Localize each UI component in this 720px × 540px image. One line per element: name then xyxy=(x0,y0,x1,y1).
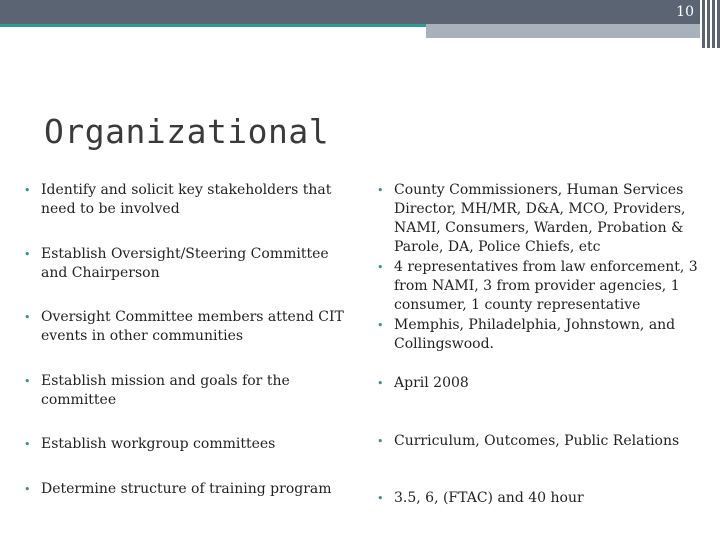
left-bullet-1 xyxy=(24,181,344,219)
bullet-icon: • xyxy=(377,184,384,197)
bullet-icon: • xyxy=(24,438,31,451)
header-tab-shade xyxy=(426,24,700,38)
bullet-icon: • xyxy=(377,435,384,448)
left-bullet-2 xyxy=(24,245,344,283)
bullet-icon: • xyxy=(377,319,384,332)
bullet-text: Oversight Committee members attend CIT events in other communities xyxy=(41,309,344,344)
left-bullet-6 xyxy=(24,480,344,499)
header-bar xyxy=(0,0,700,24)
bullet-icon: • xyxy=(377,377,384,390)
bullet-icon: • xyxy=(377,261,384,274)
right-bullet-2 xyxy=(377,258,712,315)
bullet-text: 4 representatives from law enforcement, 3 from NAMI, 3 from provider agencies, 1 consumer, 1 county representative xyxy=(394,259,698,313)
bullet-icon: • xyxy=(24,184,31,197)
right-bullet-3 xyxy=(377,316,712,354)
right-bullet-6 xyxy=(377,489,712,508)
bullet-icon: • xyxy=(377,492,384,505)
bullet-text: Identify and solicit key stakeholders that need to be involved xyxy=(41,182,332,217)
left-bullet-5 xyxy=(24,435,344,454)
left-bullet-3 xyxy=(24,308,344,346)
bullet-text: Establish mission and goals for the committee xyxy=(41,373,290,408)
slide-title: Organizational xyxy=(44,112,330,151)
bullet-icon: • xyxy=(24,248,31,261)
right-bullet-1 xyxy=(377,181,712,257)
bullet-text: County Commissioners, Human Services Director, MH/MR, D&A, MCO, Providers, NAMI, Consumers, Warden, Probation & Parole, DA, Police Chiefs, etc xyxy=(394,182,686,255)
bullet-text: Establish workgroup committees xyxy=(41,436,276,452)
right-bullet-4 xyxy=(377,374,712,393)
bullet-icon: • xyxy=(24,311,31,324)
bullet-text: April 2008 xyxy=(394,375,469,391)
bullet-text: Establish Oversight/Steering Committee and Chairperson xyxy=(41,246,329,281)
corner-stripes xyxy=(702,0,720,48)
bullet-text: 3.5, 6, (FTAC) and 40 hour xyxy=(394,490,584,506)
bullet-text: Memphis, Philadelphia, Johnstown, and Collingswood. xyxy=(394,317,676,352)
right-bullet-5 xyxy=(377,432,712,451)
left-bullet-4 xyxy=(24,372,344,410)
bullet-text: Curriculum, Outcomes, Public Relations xyxy=(394,433,680,449)
bullet-icon: • xyxy=(24,483,31,496)
bullet-text: Determine structure of training program xyxy=(41,481,332,497)
bullet-icon: • xyxy=(24,375,31,388)
slide-number: 10 xyxy=(676,4,694,20)
